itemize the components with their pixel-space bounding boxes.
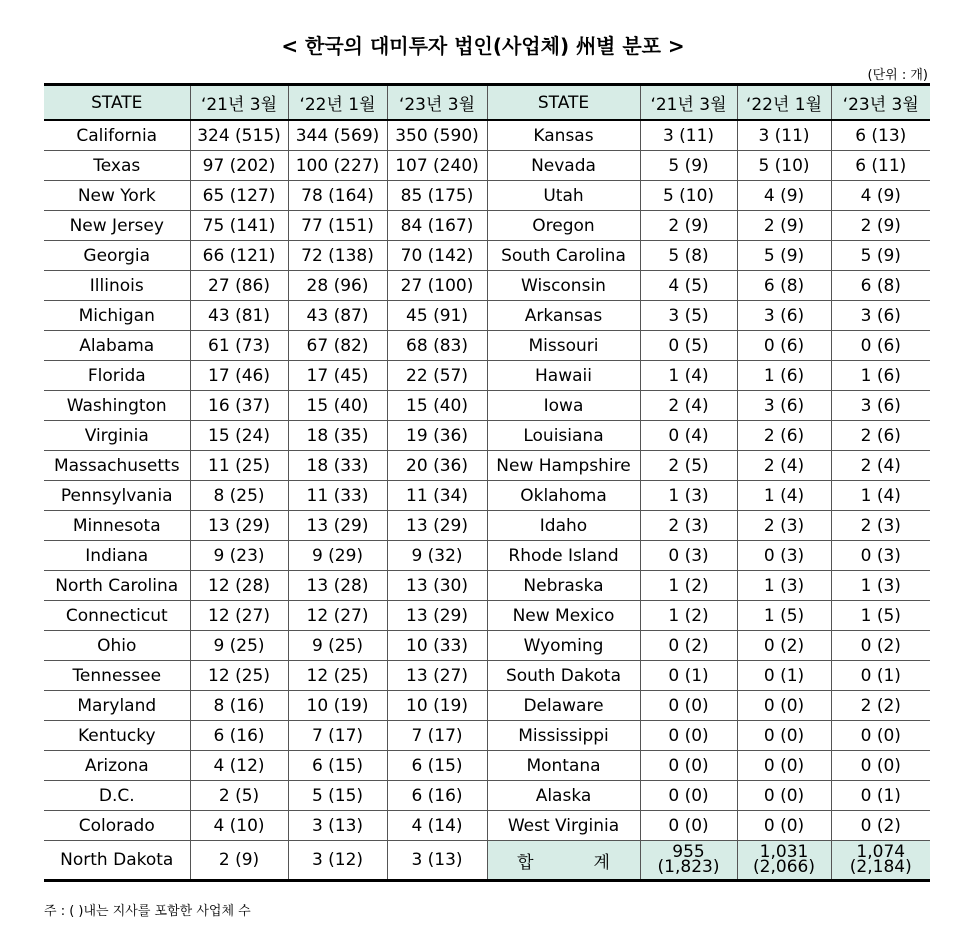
count-cell: 0 (6) — [737, 331, 831, 361]
total-count: 1,031 — [759, 842, 809, 862]
header-state: STATE — [44, 85, 190, 121]
table-row — [44, 511, 930, 541]
header-period: ‘23년 3월 — [387, 85, 487, 121]
count-cell: 15 (40) — [288, 391, 387, 421]
count-cell: 10 (33) — [387, 631, 487, 661]
count-cell: 1 (2) — [640, 601, 737, 631]
count-cell: 0 (0) — [640, 751, 737, 781]
count-cell: 12 (27) — [288, 601, 387, 631]
count-cell: 2 (3) — [640, 511, 737, 541]
count-cell: 2 (3) — [737, 511, 831, 541]
count-cell: 15 (24) — [190, 421, 288, 451]
count-cell: 5 (8) — [640, 241, 737, 271]
state-cell: South Dakota — [487, 661, 640, 691]
state-cell: Minnesota — [44, 511, 190, 541]
page-title: < 한국의 대미투자 법인(사업체) 州별 분포 > — [281, 34, 685, 58]
state-cell: North Dakota — [44, 841, 190, 881]
table-row — [44, 481, 930, 511]
count-cell: 9 (29) — [288, 541, 387, 571]
total-count: 955 — [672, 842, 705, 862]
count-cell: 0 (3) — [737, 541, 831, 571]
count-cell: 13 (29) — [190, 511, 288, 541]
state-cell: Illinois — [44, 271, 190, 301]
state-cell: Missouri — [487, 331, 640, 361]
table-row — [44, 751, 930, 781]
count-cell: 4 (14) — [387, 811, 487, 841]
count-cell: 2 (6) — [831, 421, 930, 451]
count-cell: 10 (19) — [387, 691, 487, 721]
header-period: ‘23년 3월 — [831, 85, 930, 121]
count-cell: 2 (5) — [190, 781, 288, 811]
count-cell: 9 (23) — [190, 541, 288, 571]
count-cell: 4 (5) — [640, 271, 737, 301]
count-cell: 10 (19) — [288, 691, 387, 721]
count-cell: 344 (569) — [288, 120, 387, 151]
count-cell: 78 (164) — [288, 181, 387, 211]
count-cell: 1 (4) — [737, 481, 831, 511]
count-cell: 2 (3) — [831, 511, 930, 541]
count-cell: 1 (4) — [640, 361, 737, 391]
count-cell: 65 (127) — [190, 181, 288, 211]
header-period: ‘22년 1월 — [288, 85, 387, 121]
state-cell: North Carolina — [44, 571, 190, 601]
count-cell: 7 (17) — [288, 721, 387, 751]
total-count-with-branches: (2,066) — [753, 857, 815, 877]
table-row — [44, 181, 930, 211]
state-cell: Delaware — [487, 691, 640, 721]
count-cell: 13 (28) — [288, 571, 387, 601]
count-cell: 6 (16) — [190, 721, 288, 751]
count-cell: 3 (13) — [288, 811, 387, 841]
total-label — [487, 841, 640, 881]
header-period: ‘21년 3월 — [190, 85, 288, 121]
state-cell: Rhode Island — [487, 541, 640, 571]
count-cell: 3 (6) — [831, 391, 930, 421]
table-row — [44, 120, 930, 151]
count-cell: 4 (9) — [737, 181, 831, 211]
count-cell: 85 (175) — [387, 181, 487, 211]
state-cell: Nevada — [487, 151, 640, 181]
total-count-with-branches: (1,823) — [657, 857, 720, 877]
count-cell: 3 (11) — [737, 120, 831, 151]
table-row — [44, 571, 930, 601]
count-cell: 0 (0) — [831, 751, 930, 781]
state-cell: New Mexico — [487, 601, 640, 631]
total-cell — [640, 841, 737, 881]
state-cell: Hawaii — [487, 361, 640, 391]
count-cell: 0 (1) — [831, 781, 930, 811]
count-cell: 6 (8) — [737, 271, 831, 301]
distribution-table — [44, 83, 930, 882]
state-cell: Kansas — [487, 120, 640, 151]
table-row — [44, 331, 930, 361]
count-cell: 12 (27) — [190, 601, 288, 631]
count-cell: 20 (36) — [387, 451, 487, 481]
count-cell: 3 (12) — [288, 841, 387, 881]
count-cell: 0 (0) — [640, 721, 737, 751]
header-period: ‘21년 3월 — [640, 85, 737, 121]
count-cell: 4 (12) — [190, 751, 288, 781]
count-cell: 0 (0) — [737, 721, 831, 751]
count-cell: 2 (4) — [640, 391, 737, 421]
count-cell: 45 (91) — [387, 301, 487, 331]
count-cell: 72 (138) — [288, 241, 387, 271]
state-cell: Massachusetts — [44, 451, 190, 481]
count-cell: 18 (35) — [288, 421, 387, 451]
count-cell: 2 (2) — [831, 691, 930, 721]
count-cell: 0 (0) — [737, 751, 831, 781]
count-cell: 3 (13) — [387, 841, 487, 881]
count-cell: 17 (46) — [190, 361, 288, 391]
footnote: 주 : ( )내는 지사를 포함한 사업체 수 — [44, 904, 251, 919]
state-cell: New Jersey — [44, 211, 190, 241]
table-row — [44, 241, 930, 271]
count-cell: 13 (27) — [387, 661, 487, 691]
count-cell: 11 (25) — [190, 451, 288, 481]
count-cell: 2 (9) — [640, 211, 737, 241]
total-count: 1,074 — [856, 842, 906, 862]
state-cell: Michigan — [44, 301, 190, 331]
total-cell — [831, 841, 930, 881]
state-cell: Arkansas — [487, 301, 640, 331]
count-cell: 0 (5) — [640, 331, 737, 361]
table-row — [44, 391, 930, 421]
count-cell: 324 (515) — [190, 120, 288, 151]
count-cell: 3 (6) — [737, 301, 831, 331]
count-cell: 13 (29) — [288, 511, 387, 541]
count-cell: 0 (1) — [640, 661, 737, 691]
state-cell: Mississippi — [487, 721, 640, 751]
count-cell: 11 (34) — [387, 481, 487, 511]
state-cell: Florida — [44, 361, 190, 391]
count-cell: 1 (4) — [831, 481, 930, 511]
count-cell: 0 (0) — [640, 811, 737, 841]
table-row — [44, 451, 930, 481]
count-cell: 1 (3) — [737, 571, 831, 601]
count-cell: 0 (1) — [831, 661, 930, 691]
count-cell: 6 (16) — [387, 781, 487, 811]
table-row — [44, 601, 930, 631]
count-cell: 0 (4) — [640, 421, 737, 451]
count-cell: 61 (73) — [190, 331, 288, 361]
count-cell: 7 (17) — [387, 721, 487, 751]
count-cell: 0 (0) — [737, 691, 831, 721]
count-cell: 107 (240) — [387, 151, 487, 181]
count-cell: 5 (9) — [737, 241, 831, 271]
count-cell: 6 (13) — [831, 120, 930, 151]
count-cell: 4 (9) — [831, 181, 930, 211]
count-cell: 5 (10) — [737, 151, 831, 181]
state-cell: South Carolina — [487, 241, 640, 271]
count-cell: 13 (30) — [387, 571, 487, 601]
count-cell: 0 (0) — [737, 781, 831, 811]
count-cell: 4 (10) — [190, 811, 288, 841]
count-cell: 0 (3) — [640, 541, 737, 571]
count-cell: 0 (0) — [737, 811, 831, 841]
header-period: ‘22년 1월 — [737, 85, 831, 121]
state-cell: Georgia — [44, 241, 190, 271]
count-cell: 12 (25) — [288, 661, 387, 691]
state-cell: California — [44, 120, 190, 151]
state-cell: Texas — [44, 151, 190, 181]
count-cell: 2 (9) — [190, 841, 288, 881]
state-cell: Oregon — [487, 211, 640, 241]
count-cell: 5 (9) — [640, 151, 737, 181]
state-cell: Wisconsin — [487, 271, 640, 301]
count-cell: 43 (81) — [190, 301, 288, 331]
count-cell: 0 (2) — [831, 811, 930, 841]
table-row — [44, 661, 930, 691]
count-cell: 11 (33) — [288, 481, 387, 511]
state-cell: West Virginia — [487, 811, 640, 841]
count-cell: 13 (29) — [387, 601, 487, 631]
table-row-last — [44, 841, 930, 881]
table-row — [44, 361, 930, 391]
state-cell: Alaska — [487, 781, 640, 811]
state-cell: Utah — [487, 181, 640, 211]
count-cell: 2 (4) — [831, 451, 930, 481]
count-cell: 22 (57) — [387, 361, 487, 391]
count-cell: 2 (4) — [737, 451, 831, 481]
total-label-part: 계 — [593, 852, 610, 873]
table-row — [44, 721, 930, 751]
count-cell: 5 (15) — [288, 781, 387, 811]
count-cell: 350 (590) — [387, 120, 487, 151]
count-cell: 3 (6) — [737, 391, 831, 421]
count-cell: 27 (86) — [190, 271, 288, 301]
count-cell: 100 (227) — [288, 151, 387, 181]
state-cell: Alabama — [44, 331, 190, 361]
state-cell: Arizona — [44, 751, 190, 781]
state-cell: Tennessee — [44, 661, 190, 691]
state-cell: Colorado — [44, 811, 190, 841]
count-cell: 1 (6) — [831, 361, 930, 391]
count-cell: 0 (0) — [640, 691, 737, 721]
count-cell: 2 (9) — [737, 211, 831, 241]
state-cell: New Hampshire — [487, 451, 640, 481]
state-cell: Wyoming — [487, 631, 640, 661]
count-cell: 1 (5) — [737, 601, 831, 631]
state-cell: Idaho — [487, 511, 640, 541]
total-label-part: 합 — [517, 852, 534, 873]
count-cell: 0 (0) — [640, 781, 737, 811]
count-cell: 2 (6) — [737, 421, 831, 451]
count-cell: 0 (2) — [737, 631, 831, 661]
table-row — [44, 781, 930, 811]
count-cell: 67 (82) — [288, 331, 387, 361]
total-cell — [737, 841, 831, 881]
count-cell: 12 (28) — [190, 571, 288, 601]
count-cell: 1 (6) — [737, 361, 831, 391]
count-cell: 5 (10) — [640, 181, 737, 211]
table-row — [44, 811, 930, 841]
count-cell: 66 (121) — [190, 241, 288, 271]
count-cell: 75 (141) — [190, 211, 288, 241]
count-cell: 1 (3) — [831, 571, 930, 601]
count-cell: 6 (11) — [831, 151, 930, 181]
count-cell: 8 (16) — [190, 691, 288, 721]
count-cell: 3 (6) — [831, 301, 930, 331]
table-row — [44, 421, 930, 451]
state-cell: Nebraska — [487, 571, 640, 601]
count-cell: 9 (25) — [190, 631, 288, 661]
count-cell: 9 (32) — [387, 541, 487, 571]
count-cell: 8 (25) — [190, 481, 288, 511]
unit-label: (단위 : 개) — [867, 68, 928, 83]
table-row — [44, 631, 930, 661]
count-cell: 77 (151) — [288, 211, 387, 241]
count-cell: 18 (33) — [288, 451, 387, 481]
count-cell: 9 (25) — [288, 631, 387, 661]
table-row — [44, 301, 930, 331]
table-row — [44, 151, 930, 181]
header-state: STATE — [487, 85, 640, 121]
state-cell: Ohio — [44, 631, 190, 661]
total-count-with-branches: (2,184) — [849, 857, 912, 877]
count-cell: 1 (3) — [640, 481, 737, 511]
count-cell: 6 (15) — [288, 751, 387, 781]
count-cell: 5 (9) — [831, 241, 930, 271]
state-cell: New York — [44, 181, 190, 211]
count-cell: 12 (25) — [190, 661, 288, 691]
count-cell: 13 (29) — [387, 511, 487, 541]
state-cell: Louisiana — [487, 421, 640, 451]
count-cell: 2 (5) — [640, 451, 737, 481]
count-cell: 3 (5) — [640, 301, 737, 331]
state-cell: Pennsylvania — [44, 481, 190, 511]
state-cell: Indiana — [44, 541, 190, 571]
table-row — [44, 691, 930, 721]
count-cell: 3 (11) — [640, 120, 737, 151]
count-cell: 1 (2) — [640, 571, 737, 601]
count-cell: 0 (1) — [737, 661, 831, 691]
count-cell: 6 (8) — [831, 271, 930, 301]
header-row — [44, 85, 930, 121]
state-cell: Connecticut — [44, 601, 190, 631]
count-cell: 2 (9) — [831, 211, 930, 241]
count-cell: 16 (37) — [190, 391, 288, 421]
count-cell: 43 (87) — [288, 301, 387, 331]
count-cell: 68 (83) — [387, 331, 487, 361]
state-cell: Maryland — [44, 691, 190, 721]
count-cell: 28 (96) — [288, 271, 387, 301]
state-cell: Washington — [44, 391, 190, 421]
count-cell: 0 (0) — [831, 721, 930, 751]
count-cell: 15 (40) — [387, 391, 487, 421]
count-cell: 70 (142) — [387, 241, 487, 271]
count-cell: 27 (100) — [387, 271, 487, 301]
count-cell: 0 (2) — [831, 631, 930, 661]
count-cell: 0 (2) — [640, 631, 737, 661]
count-cell: 0 (3) — [831, 541, 930, 571]
count-cell: 6 (15) — [387, 751, 487, 781]
count-cell: 1 (5) — [831, 601, 930, 631]
table-row — [44, 271, 930, 301]
count-cell: 84 (167) — [387, 211, 487, 241]
count-cell: 17 (45) — [288, 361, 387, 391]
state-cell: Iowa — [487, 391, 640, 421]
table-row — [44, 211, 930, 241]
table-row — [44, 541, 930, 571]
state-cell: Virginia — [44, 421, 190, 451]
count-cell: 97 (202) — [190, 151, 288, 181]
count-cell: 19 (36) — [387, 421, 487, 451]
state-cell: Oklahoma — [487, 481, 640, 511]
state-cell: Montana — [487, 751, 640, 781]
state-cell: Kentucky — [44, 721, 190, 751]
count-cell: 0 (6) — [831, 331, 930, 361]
state-cell: D.C. — [44, 781, 190, 811]
